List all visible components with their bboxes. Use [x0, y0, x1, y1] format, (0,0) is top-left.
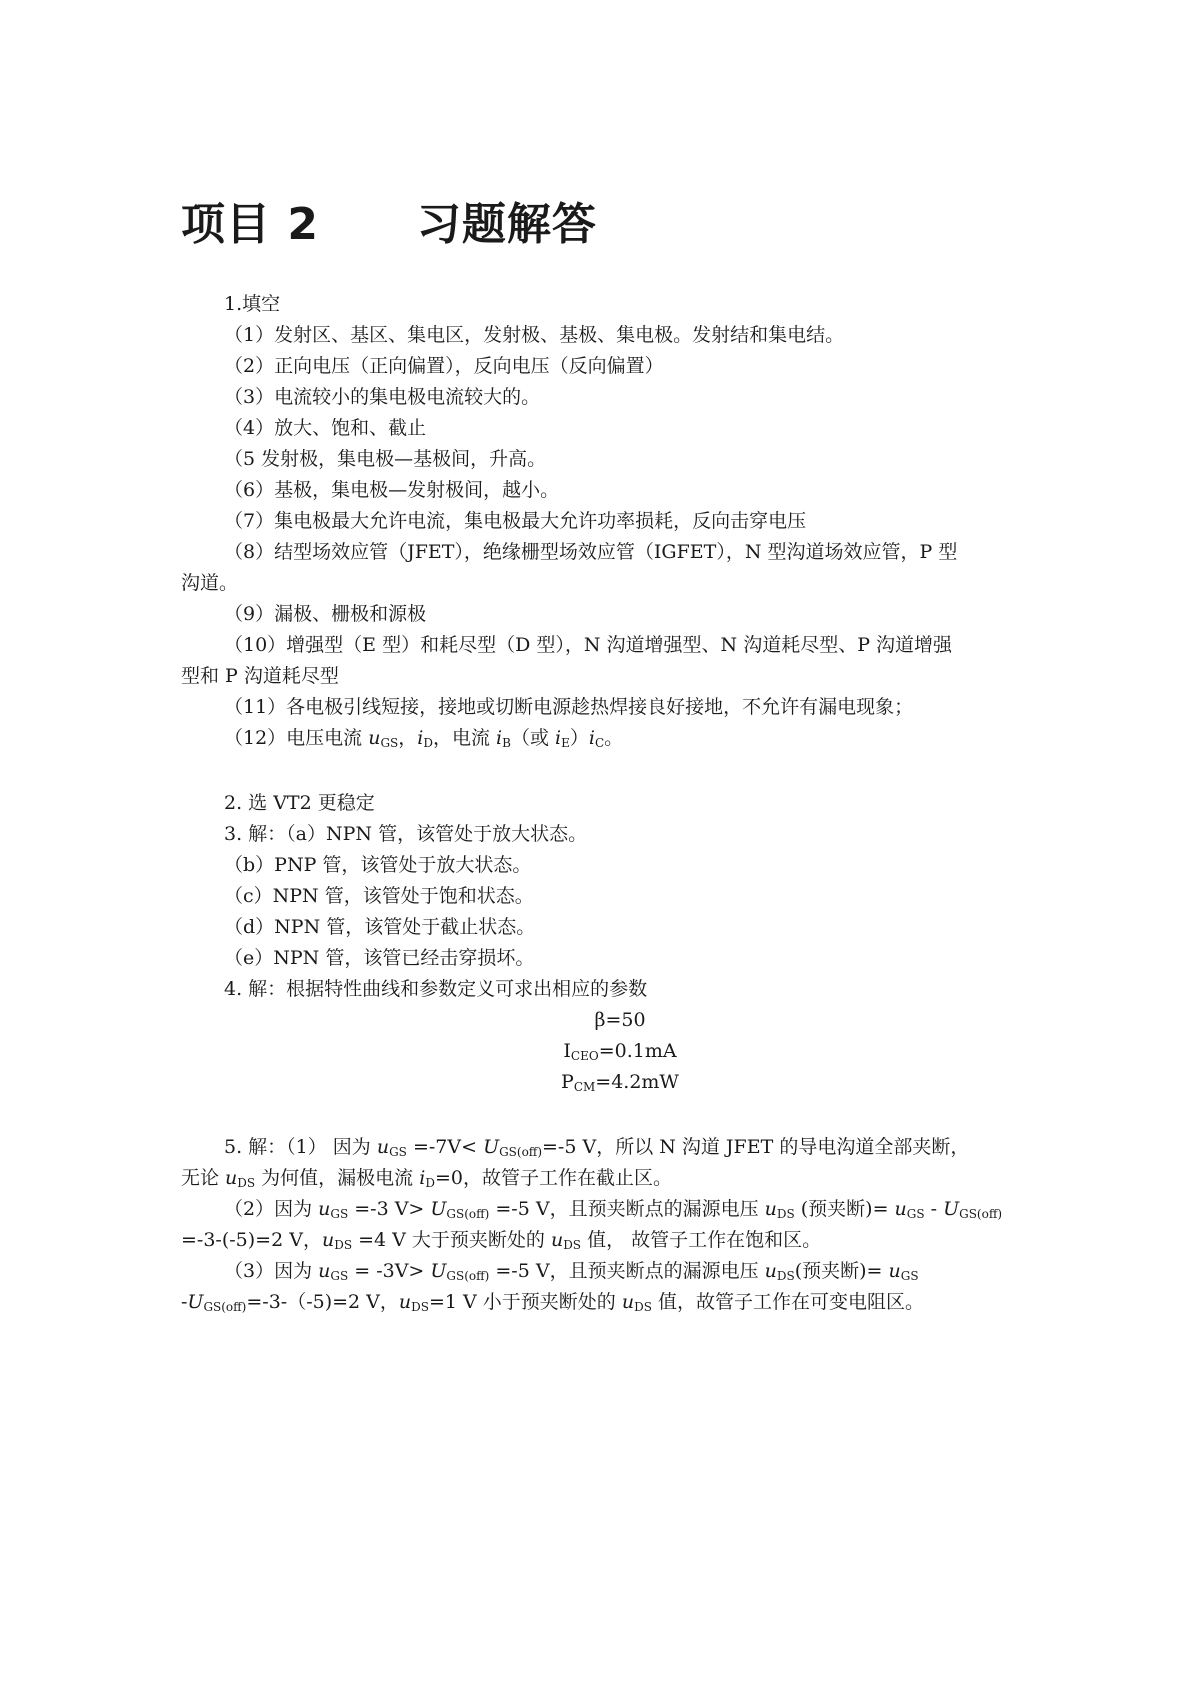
answer-1-10-cont: 型和 P 沟道耗尽型	[181, 665, 339, 687]
subscript: C	[594, 736, 605, 750]
text: （2）因为	[224, 1198, 319, 1220]
text: 无论	[181, 1167, 226, 1189]
pcm-value	[0, 1070, 1191, 1094]
answer-1-9: （9）漏极、栅极和源极	[224, 603, 427, 625]
subscript: E	[561, 736, 570, 750]
answer-1-1: （1）发射区、基区、集电区，发射极、基极、集电极。发射结和集电结。	[224, 324, 845, 346]
answer-2: 2. 选 VT2 更稳定	[224, 792, 375, 814]
symbol: u	[321, 1229, 335, 1251]
text: -	[181, 1291, 188, 1313]
symbol: i	[419, 1167, 426, 1189]
text: =4 V 大于预夹断处的	[352, 1229, 551, 1251]
text: =-3 V>	[348, 1198, 431, 1220]
answer-5-line-4	[181, 1228, 821, 1252]
symbol: u	[376, 1136, 390, 1158]
symbol: i	[496, 727, 503, 749]
text: 值， 故管子工作在饱和区。	[581, 1229, 822, 1251]
symbol: i	[555, 727, 562, 749]
answer-1-8-cont: 沟道。	[181, 572, 239, 594]
symbol: u	[550, 1229, 564, 1251]
symbol: u	[888, 1260, 901, 1282]
answer-5-line-6	[181, 1290, 924, 1314]
symbol: i	[588, 727, 595, 749]
answer-1-5: （5 发射极，集电极—基极间，升高。	[224, 448, 547, 470]
text: ，电流	[433, 727, 497, 749]
text: 5. 解：（1） 因为	[224, 1136, 377, 1158]
symbol: u	[318, 1198, 331, 1220]
subscript: CM	[573, 1080, 596, 1094]
subscript: DS	[334, 1238, 353, 1252]
text: =0.1mA	[598, 1040, 677, 1062]
text: =4.2mW	[595, 1071, 679, 1093]
subscript: B	[502, 736, 511, 750]
symbol: i	[417, 727, 424, 749]
symbol: u	[894, 1198, 907, 1220]
symbol: u	[368, 727, 381, 749]
subscript: GS	[380, 736, 399, 750]
text: （3）因为	[224, 1260, 319, 1282]
answer-1-3: （3）电流较小的集电极电流较大的。	[224, 386, 541, 408]
page-title: 项目 2 习题解答	[181, 199, 597, 250]
answer-1-12	[224, 726, 623, 750]
iceo-value	[0, 1039, 1191, 1063]
answer-4-intro: 4. 解：根据特性曲线和参数定义可求出相应的参数	[224, 978, 648, 1000]
text: 值，故管子工作在可变电阻区。	[651, 1291, 924, 1313]
answer-1-7: （7）集电极最大允许电流，集电极最大允许功率损耗，反向击穿电压	[224, 510, 807, 532]
answer-3-a: 3. 解：（a）NPN 管，该管处于放大状态。	[224, 823, 588, 845]
text: =1 V 小于预夹断处的	[429, 1291, 622, 1313]
symbol: U	[943, 1198, 960, 1220]
subscript: D	[423, 736, 433, 750]
text: （或	[510, 727, 555, 749]
subscript: GS	[906, 1207, 925, 1221]
answer-1-8: （8）结型场效应管（JFET），绝缘栅型场效应管（IGFET），N 型沟道场效应管，P 型	[224, 541, 958, 563]
text: =-5 V，且预夹断点的漏源电压	[489, 1198, 765, 1220]
symbol: U	[483, 1136, 500, 1158]
symbol: u	[318, 1260, 331, 1282]
text: -	[924, 1198, 944, 1220]
text: =-5 V，所以 N 沟道 JFET 的导电沟道全部夹断，	[542, 1136, 970, 1158]
text: =-3-（-5)=2 V，	[246, 1291, 399, 1313]
subscript: GS	[330, 1269, 349, 1283]
text: = -3V>	[348, 1260, 431, 1282]
answer-1-10: （10）增强型（E 型）和耗尽型（D 型），N 沟道增强型、N 沟道耗尽型、P 沟道增强	[224, 634, 953, 656]
beta-value: β=50	[594, 1009, 646, 1031]
answer-1-4: （4）放大、饱和、截止	[224, 417, 427, 439]
text: 为何值，漏极电流	[255, 1167, 420, 1189]
subscript: GS(off)	[959, 1207, 1003, 1221]
text: =0，故管子工作在截止区。	[434, 1167, 672, 1189]
subscript: DS	[237, 1176, 256, 1190]
answer-5-line-1	[224, 1135, 969, 1159]
answer-3-b: （b）PNP 管，该管处于放大状态。	[224, 854, 532, 876]
symbol: U	[187, 1291, 204, 1313]
answer-5-line-2	[181, 1166, 672, 1190]
text: ，	[398, 727, 418, 749]
subscript: DS	[776, 1269, 795, 1283]
text: (预夹断)=	[794, 1260, 889, 1282]
symbol: U	[430, 1198, 447, 1220]
subscript: D	[425, 1176, 435, 1190]
text: 。	[604, 727, 624, 749]
subscript: GS(off)	[446, 1207, 490, 1221]
section-1-heading: 1.填空	[224, 293, 281, 315]
subscript: GS	[389, 1145, 407, 1159]
text: ）	[569, 727, 589, 749]
text: (预夹断)=	[794, 1198, 895, 1220]
answer-3-d: （d）NPN 管，该管处于截止状态。	[224, 916, 536, 938]
symbol: u	[764, 1198, 777, 1220]
subscript: DS	[411, 1300, 429, 1314]
answer-5-line-3	[224, 1197, 1002, 1221]
symbol: u	[225, 1167, 238, 1189]
text: （12）电压电流	[224, 727, 369, 749]
subscript: DS	[634, 1300, 652, 1314]
subscript: GS(off)	[446, 1269, 490, 1283]
subscript: DS	[776, 1207, 795, 1221]
answer-5-line-5	[224, 1259, 919, 1283]
subscript: CEO	[570, 1049, 599, 1063]
text: =-5 V，且预夹断点的漏源电压	[489, 1260, 765, 1282]
symbol: u	[398, 1291, 412, 1313]
subscript: GS(off)	[203, 1300, 247, 1314]
symbol: I	[563, 1040, 571, 1062]
answer-1-11: （11）各电极引线短接，接地或切断电源趁热焊接良好接地，不允许有漏电现象；	[224, 696, 914, 718]
symbol: P	[561, 1071, 574, 1093]
symbol: U	[430, 1260, 447, 1282]
symbol: u	[621, 1291, 635, 1313]
text: =-7V<	[406, 1136, 484, 1158]
symbol: u	[764, 1260, 777, 1282]
subscript: GS	[900, 1269, 919, 1283]
answer-3-c: （c）NPN 管，该管处于饱和状态。	[224, 885, 534, 907]
answer-3-e: （e）NPN 管，该管已经击穿损坏。	[224, 947, 535, 969]
answer-1-2: （2）正向电压（正向偏置），反向电压（反向偏置）	[224, 355, 664, 377]
subscript: DS	[563, 1238, 582, 1252]
subscript: GS(off)	[499, 1145, 542, 1159]
text: =-3-(-5)=2 V，	[181, 1229, 322, 1251]
answer-1-6: （6）基极，集电极—发射极间，越小。	[224, 479, 560, 501]
subscript: GS	[330, 1207, 349, 1221]
